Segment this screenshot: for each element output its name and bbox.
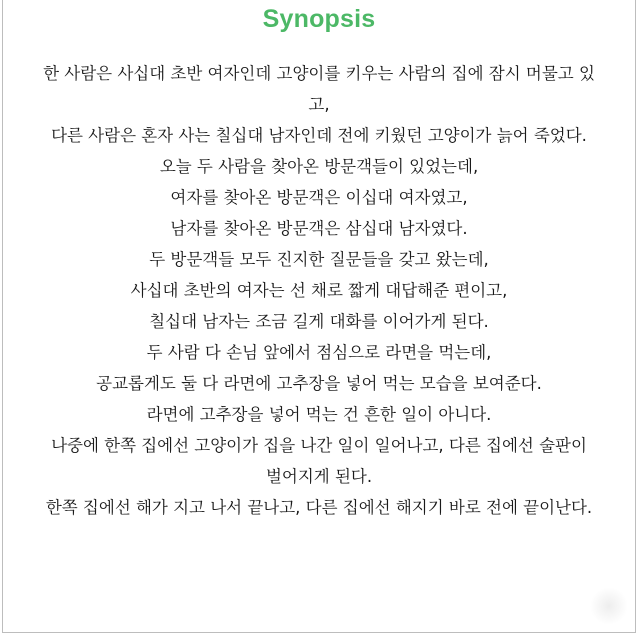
synopsis-paragraph-3: 오늘 두 사람을 찾아온 방문객들이 있었는데, xyxy=(159,157,479,176)
corner-smudge xyxy=(589,588,629,624)
synopsis-paragraph-8: 칠십대 남자는 조금 길게 대화를 이어가게 된다. xyxy=(149,312,489,331)
synopsis-paragraph-13: 한쪽 집에선 해가 지고 나서 끝나고, 다른 집에선 해지기 바로 전에 끝이난다. xyxy=(45,498,593,517)
synopsis-paragraph-9: 두 사람 다 손님 앞에서 점심으로 라면을 먹는데, xyxy=(146,343,492,362)
synopsis-paragraph-12: 나중에 한쪽 집에선 고양이가 집을 나간 일이 일어나고, 다른 집에선 술판이 벌어지게 된다. xyxy=(51,436,587,486)
synopsis-paragraph-1: 한 사람은 사십대 초반 여자인데 고양이를 키우는 사람의 집에 잠시 머물고 있고, xyxy=(43,64,595,114)
synopsis-paragraph-10: 공교롭게도 둘 다 라면에 고추장을 넣어 먹는 모습을 보여준다. xyxy=(96,374,542,393)
synopsis-body xyxy=(43,58,595,523)
synopsis-paragraph-7: 사십대 초반의 여자는 선 채로 짧게 대답해준 편이고, xyxy=(130,281,508,300)
document-title: Synopsis xyxy=(262,5,376,33)
synopsis-paragraph-4: 여자를 찾아온 방문객은 이십대 여자였고, xyxy=(170,188,468,207)
document-frame xyxy=(2,0,636,633)
synopsis-paragraph-6: 두 방문객들 모두 진지한 질문들을 갖고 왔는데, xyxy=(149,250,489,269)
synopsis-paragraph-2: 다른 사람은 혼자 사는 칠십대 남자인데 전에 키웠던 고양이가 늙어 죽었다. xyxy=(51,126,587,145)
synopsis-paragraph-5: 남자를 찾아온 방문객은 삼십대 남자였다. xyxy=(170,219,468,238)
synopsis-paragraph-11: 라면에 고추장을 넣어 먹는 건 흔한 일이 아니다. xyxy=(146,405,492,424)
